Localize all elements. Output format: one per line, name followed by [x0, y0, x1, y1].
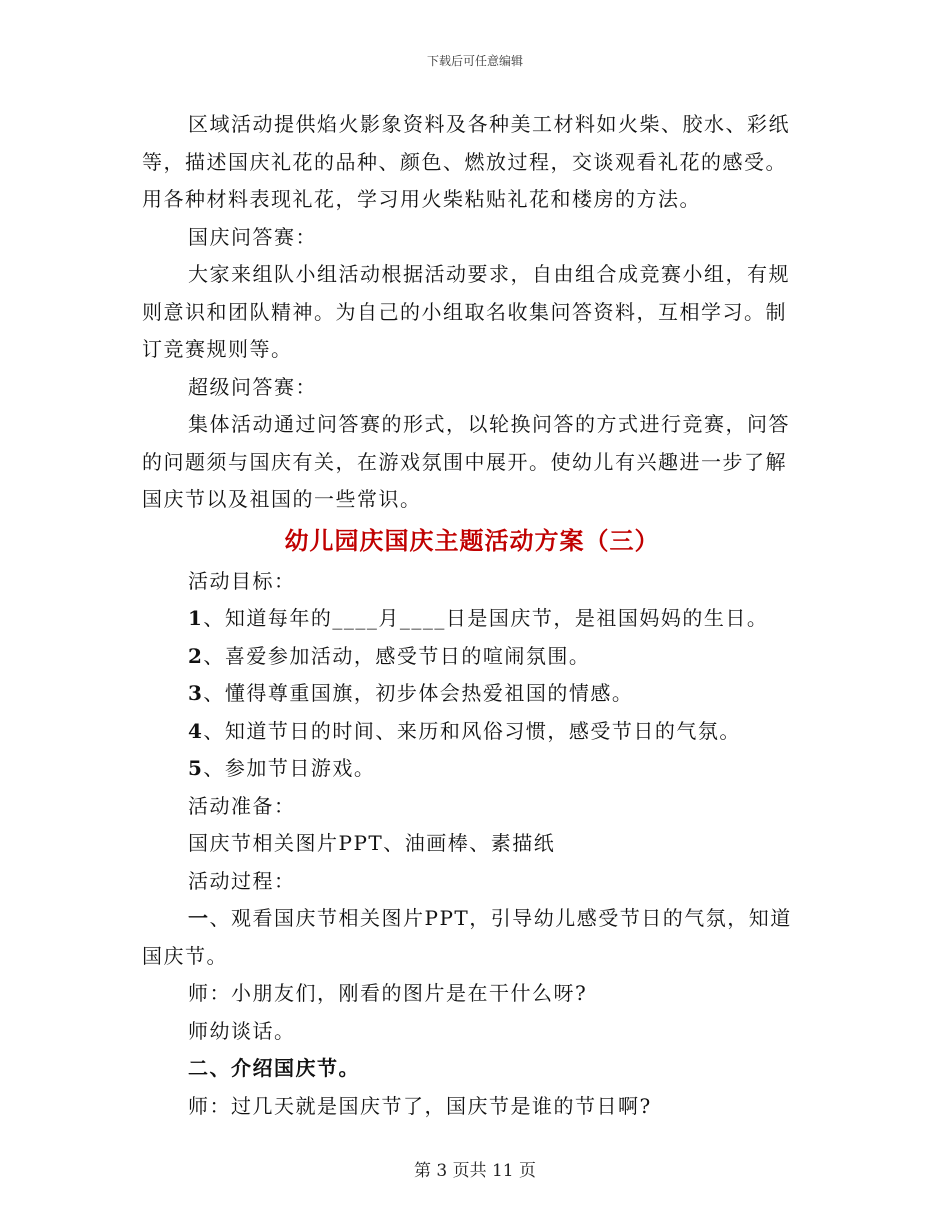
goal-text: 、知道每年的____月____日是国庆节，是祖国妈妈的生日。 [203, 606, 769, 630]
process-heading: 活动过程： [188, 868, 296, 893]
prep-text: 国庆节相关图片PPT、油画棒、素描纸 [188, 831, 556, 855]
page-footer: 第 3 页共 11 页 [413, 1161, 537, 1181]
goal-text: 、喜爱参加活动，感受节日的喧闹氛围。 [203, 643, 591, 668]
paragraph-team-activity: 大家来组队小组活动根据活动要求，自由组合成竞赛小组，有规则意识和团队精神。为自己的小组取名收集问答资料，互相学习。制订竞赛规则等。 [142, 262, 790, 361]
goal-item [142, 600, 802, 638]
goal-item [142, 750, 802, 788]
goal-text: 、知道节日的时间、来历和风俗习惯，感受节日的气氛。 [203, 718, 741, 743]
paragraph-group-activity: 集体活动通过问答赛的形式，以轮换问答的方式进行竞赛，问答的问题须与国庆有关，在游戏氛围中展开。使幼儿有兴趣进一步了解国庆节以及祖国的一些常识。 [142, 412, 790, 511]
process-step-2: 二、介绍国庆节。 [188, 1056, 360, 1080]
step-text: 、观看国庆节相关图片PPT，引导幼儿感受节日的气氛，知道国庆节。 [142, 906, 792, 968]
process-step-1 [142, 900, 802, 975]
heading-national-quiz: 国庆问答赛： [188, 224, 317, 249]
heading-super-quiz: 超级问答赛： [188, 374, 317, 399]
step-number: 一 [188, 906, 210, 930]
goal-item [142, 713, 802, 751]
goal-item [142, 638, 802, 676]
goal-text: 、懂得尊重国旗，初步体会热爱祖国的情感。 [203, 681, 634, 705]
teacher-child-talk: 师幼谈话。 [188, 1018, 296, 1043]
goal-number: 3 [188, 681, 204, 705]
teacher-question-1: 师：小朋友们，刚看的图片是在干什么呀? [188, 981, 588, 1005]
page-header: 下载后可任意编辑 [426, 54, 523, 68]
goals-heading: 活动目标： [188, 568, 296, 593]
teacher-question-2: 师：过几天就是国庆节了，国庆节是谁的节日啊? [188, 1093, 652, 1118]
goal-item [142, 675, 802, 713]
paragraph-area-activity: 区域活动提供焰火影象资料及各种美工材料如火柴、胶水、彩纸等，描述国庆礼花的品种、颜色、燃放过程，交谈观看礼花的感受。用各种材料表现礼花，学习用火柴粘贴礼花和楼房的方法。 [142, 112, 790, 211]
goal-text: 、参加节日游戏。 [203, 756, 376, 780]
prep-heading: 活动准备： [188, 793, 296, 818]
document-body [142, 106, 802, 1125]
goal-number: 2 [188, 643, 204, 668]
goal-number: 4 [188, 718, 204, 743]
goal-number: 1 [188, 606, 204, 630]
section-title: 幼儿园庆国庆主题活动方案（三） [284, 525, 660, 555]
goal-number: 5 [188, 756, 204, 780]
